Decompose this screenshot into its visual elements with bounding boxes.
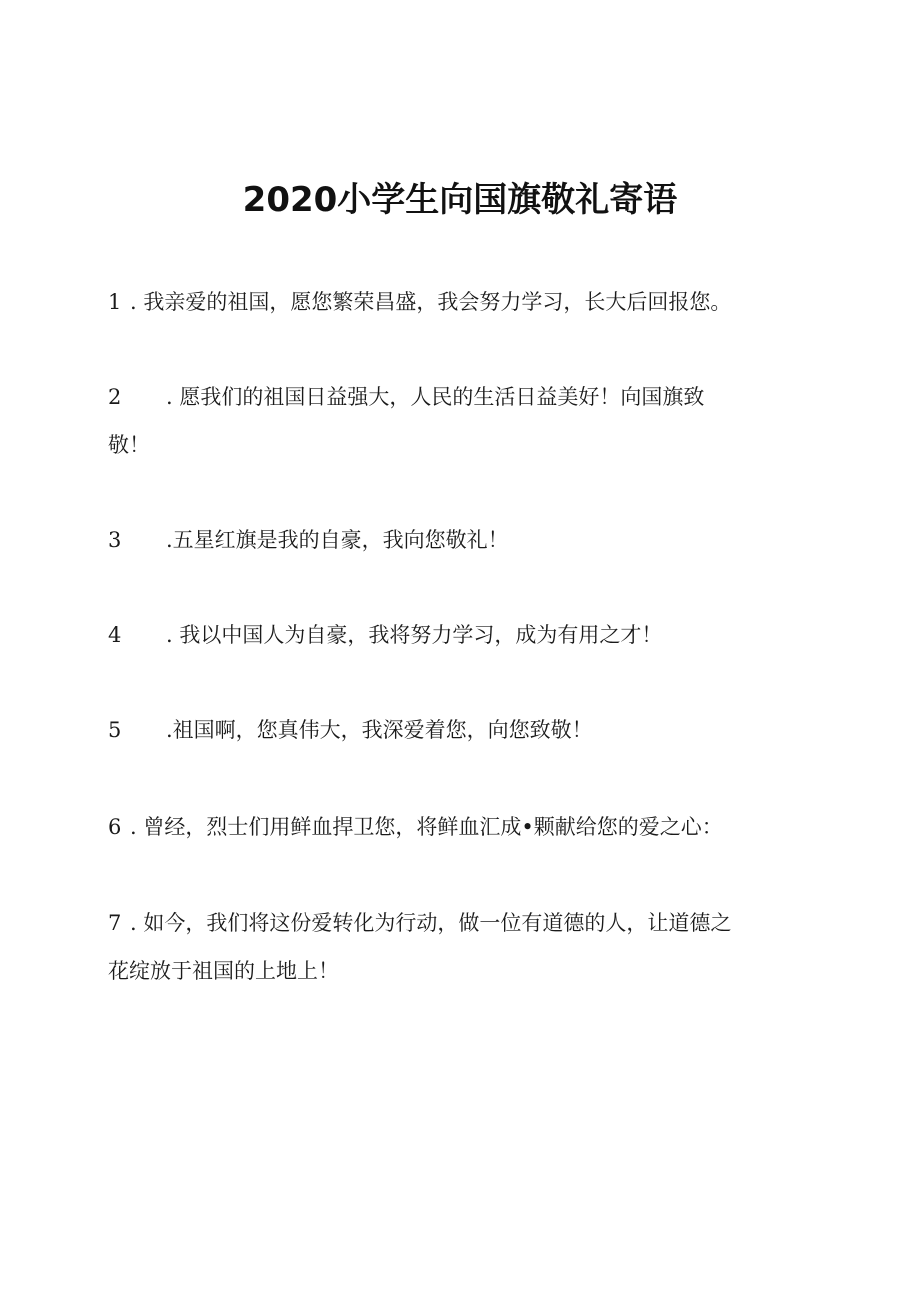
list-item-2-continuation: 敬！ [108,433,150,457]
item-number: 3 [108,528,122,552]
item-number: 6 [108,815,122,839]
item-number: 4 [108,623,122,647]
list-item-6 [108,808,828,846]
list-item-7-continuation: 花绽放于祖国的上地上！ [108,959,339,983]
item-text: . 我亲爱的祖国，愿您繁荣昌盛，我会努力学习，长大后回报您。 [130,290,732,314]
item-number: 2 [108,385,122,409]
list-item-3 [108,521,828,559]
list-item-5 [108,711,828,749]
item-number: 1 [108,290,122,314]
list-item-1 [108,283,828,321]
item-text: . 如今，我们将这份爱转化为行动，做一位有道德的人，让道德之 [130,911,732,935]
document-title: 2020小学生向国旗敬礼寄语 [242,180,678,220]
item-number: 5 [108,718,122,742]
list-item-2 [108,378,828,416]
list-item-7 [108,904,828,942]
item-number: 7 [108,911,122,935]
item-text: . 曾经，烈士们用鲜血捍卫您，将鲜血汇成•颗献给您的爱之心： [130,815,723,839]
item-text: .五星红旗是我的自豪，我向您敬礼！ [166,528,509,552]
item-text: .祖国啊，您真伟大，我深爱着您，向您致敬！ [166,718,593,742]
item-text: . 愿我们的祖国日益强大，人民的生活日益美好！向国旗致 [166,385,705,409]
item-text: . 我以中国人为自豪，我将努力学习，成为有用之才！ [166,623,663,647]
list-item-4 [108,616,828,654]
